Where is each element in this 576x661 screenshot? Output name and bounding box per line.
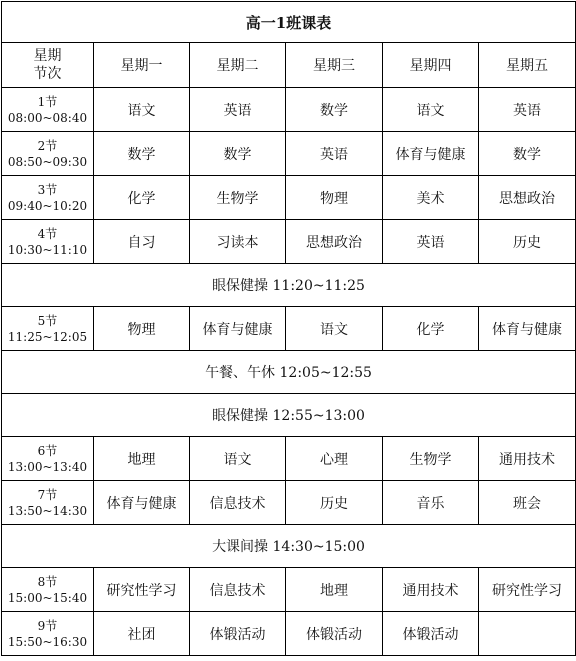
- class-cell-thu: 通用技术: [383, 568, 479, 612]
- period-row: [2, 568, 576, 612]
- period-cell: [2, 176, 94, 220]
- corner-weekday-label: 星期: [33, 48, 62, 64]
- class-cell-thu: 语文: [383, 88, 479, 132]
- class-cell-fri: 研究性学习: [479, 568, 576, 612]
- period-row: [2, 307, 576, 351]
- break-row: [2, 264, 576, 307]
- class-cell-mon: 语文: [94, 88, 190, 132]
- break-row: [2, 351, 576, 394]
- period-cell: [2, 437, 94, 481]
- class-cell-thu: 体育与健康: [383, 132, 479, 176]
- period-time: 09:40~10:20: [7, 198, 88, 213]
- class-cell-thu: 美术: [383, 176, 479, 220]
- class-cell-wed: 英语: [286, 132, 383, 176]
- class-cell-fri: 历史: [479, 220, 576, 264]
- period-label: 8节: [37, 574, 58, 589]
- period-time: 15:00~15:40: [7, 590, 88, 605]
- period-cell: [2, 88, 94, 132]
- period-label: 9节: [37, 618, 58, 633]
- day-header-mon: 星期一: [94, 43, 190, 88]
- class-cell-mon: 社团: [94, 612, 190, 656]
- period-cell: [2, 220, 94, 264]
- class-cell-mon: 体育与健康: [94, 481, 190, 525]
- period-row: [2, 481, 576, 525]
- period-label: 2节: [37, 138, 58, 153]
- class-cell-wed: 语文: [286, 307, 383, 351]
- class-cell-wed: 体锻活动: [286, 612, 383, 656]
- period-time: 15:50~16:30: [7, 634, 88, 649]
- break-cell: 眼保健操 11:20~11:25: [2, 264, 576, 307]
- period-label: 6节: [37, 443, 58, 458]
- class-cell-thu: 英语: [383, 220, 479, 264]
- class-cell-wed: 数学: [286, 88, 383, 132]
- class-cell-mon: 自习: [94, 220, 190, 264]
- class-schedule-table: [1, 1, 576, 656]
- class-cell-fri: [479, 612, 576, 656]
- class-cell-wed: 地理: [286, 568, 383, 612]
- title-row: [2, 2, 576, 43]
- class-cell-thu: 化学: [383, 307, 479, 351]
- period-row: [2, 176, 576, 220]
- class-cell-tue: 生物学: [190, 176, 286, 220]
- period-time: 11:25~12:05: [7, 329, 88, 344]
- class-cell-tue: 英语: [190, 88, 286, 132]
- period-row: [2, 437, 576, 481]
- class-cell-tue: 习读本: [190, 220, 286, 264]
- period-cell: [2, 307, 94, 351]
- period-time: 08:00~08:40: [7, 110, 88, 125]
- period-time: 10:30~11:10: [7, 242, 88, 257]
- class-cell-fri: 思想政治: [479, 176, 576, 220]
- period-time: 13:50~14:30: [7, 503, 88, 518]
- period-label: 4节: [37, 226, 58, 241]
- break-cell: 午餐、午休 12:05~12:55: [2, 351, 576, 394]
- period-row: [2, 88, 576, 132]
- class-cell-thu: 音乐: [383, 481, 479, 525]
- class-cell-fri: 班会: [479, 481, 576, 525]
- period-label: 1节: [37, 94, 58, 109]
- day-header-wed: 星期三: [286, 43, 383, 88]
- period-label: 7节: [37, 487, 58, 502]
- break-cell: 眼保健操 12:55~13:00: [2, 394, 576, 437]
- class-cell-tue: 数学: [190, 132, 286, 176]
- corner-period-label: 节次: [33, 66, 62, 82]
- period-label: 5节: [37, 313, 58, 328]
- class-cell-mon: 数学: [94, 132, 190, 176]
- class-cell-fri: 英语: [479, 88, 576, 132]
- class-cell-tue: 体锻活动: [190, 612, 286, 656]
- class-cell-fri: 体育与健康: [479, 307, 576, 351]
- class-cell-mon: 研究性学习: [94, 568, 190, 612]
- period-cell: [2, 612, 94, 656]
- corner-header-cell: [2, 43, 94, 88]
- class-cell-mon: 化学: [94, 176, 190, 220]
- class-cell-thu: 生物学: [383, 437, 479, 481]
- class-cell-wed: 心理: [286, 437, 383, 481]
- class-cell-fri: 通用技术: [479, 437, 576, 481]
- period-cell: [2, 132, 94, 176]
- class-cell-mon: 地理: [94, 437, 190, 481]
- header-row: [2, 43, 576, 88]
- day-header-tue: 星期二: [190, 43, 286, 88]
- class-cell-wed: 物理: [286, 176, 383, 220]
- class-cell-tue: 语文: [190, 437, 286, 481]
- period-time: 08:50~09:30: [7, 154, 88, 169]
- class-cell-thu: 体锻活动: [383, 612, 479, 656]
- break-row: [2, 394, 576, 437]
- break-cell: 大课间操 14:30~15:00: [2, 525, 576, 568]
- period-label: 3节: [37, 182, 58, 197]
- day-header-thu: 星期四: [383, 43, 479, 88]
- class-cell-tue: 信息技术: [190, 481, 286, 525]
- period-row: [2, 612, 576, 656]
- break-row: [2, 525, 576, 568]
- period-cell: [2, 568, 94, 612]
- class-cell-tue: 体育与健康: [190, 307, 286, 351]
- day-header-fri: 星期五: [479, 43, 576, 88]
- class-cell-wed: 思想政治: [286, 220, 383, 264]
- class-cell-mon: 物理: [94, 307, 190, 351]
- class-cell-tue: 信息技术: [190, 568, 286, 612]
- class-cell-wed: 历史: [286, 481, 383, 525]
- period-cell: [2, 481, 94, 525]
- period-time: 13:00~13:40: [7, 459, 88, 474]
- period-row: [2, 132, 576, 176]
- class-cell-fri: 数学: [479, 132, 576, 176]
- table-title: 高一1班课表: [2, 2, 576, 43]
- period-row: [2, 220, 576, 264]
